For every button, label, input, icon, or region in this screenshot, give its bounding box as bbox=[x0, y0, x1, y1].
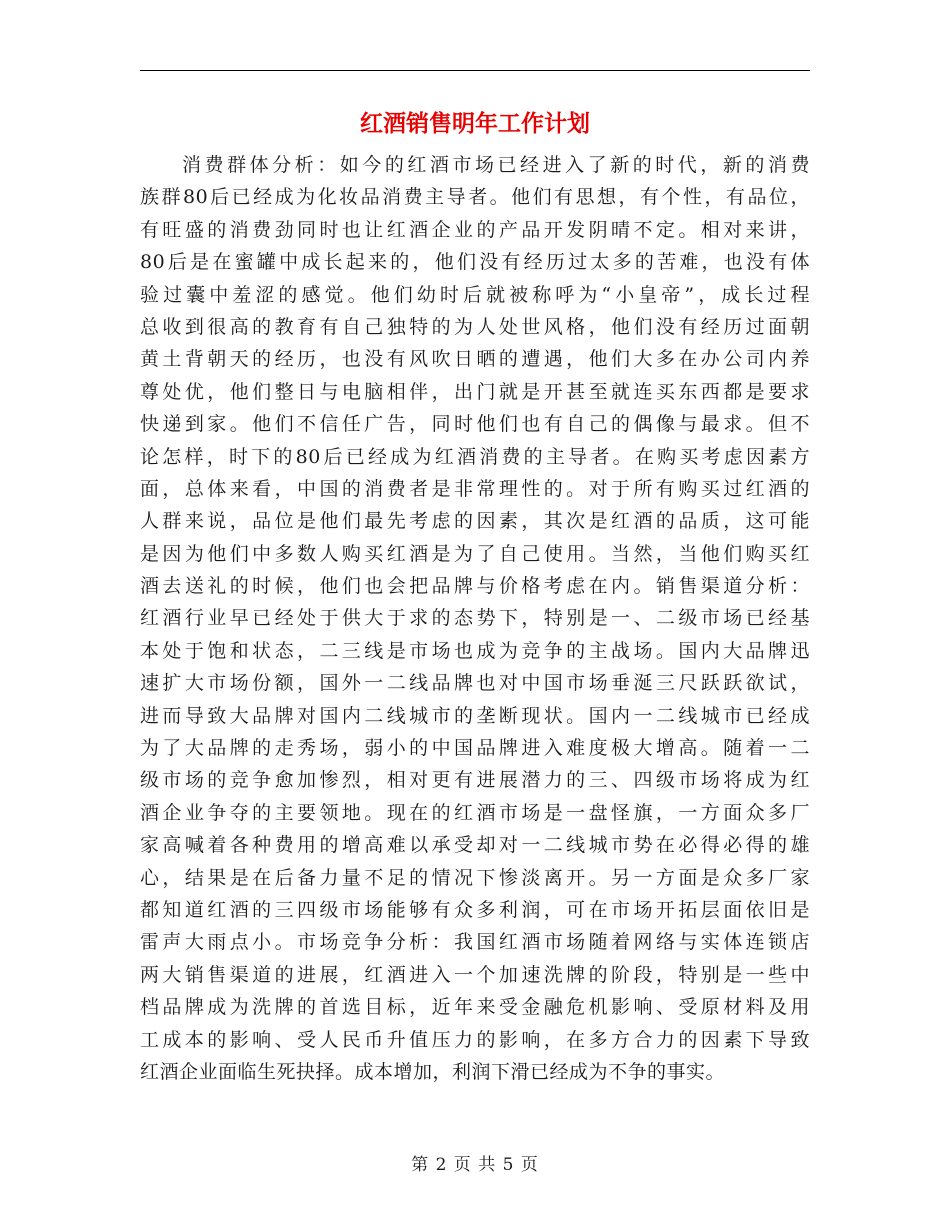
body-line: 家高喊着各种费用的增高难以承受却对一二线城市势在必得必得的雄 bbox=[140, 834, 810, 857]
body-line: 级市场的竞争愈加惨烈，相对更有进展潜力的三、四级市场将成为红 bbox=[140, 769, 810, 792]
body-line: 快递到家。他们不信任广告，同时他们也有自己的偶像与最求。但不 bbox=[140, 413, 810, 436]
body-line: 尊处优，他们整日与电脑相伴，出门就是开甚至就连买东西都是要求 bbox=[140, 380, 810, 403]
body-line: 红酒企业面临生死抉择。成本增加，利润下滑已经成为不争的事实。 bbox=[140, 1060, 726, 1083]
body-line: 为了大品牌的走秀场，弱小的中国品牌进入难度极大增高。随着一二 bbox=[140, 737, 810, 760]
body-line: 档品牌成为洗牌的首选目标，近年来受金融危机影响、受原材料及用 bbox=[140, 996, 810, 1019]
document-title: 红酒销售明年工作计划 bbox=[360, 110, 590, 137]
page-number-footer: 第 2 页 共 5 页 bbox=[411, 1155, 539, 1175]
body-line: 是因为他们中多数人购买红酒是为了自己使用。当然，当他们购买红 bbox=[140, 542, 810, 565]
body-line: 验过囊中羞涩的感觉。他们幼时后就被称呼为“小皇帝”，成长过程 bbox=[140, 283, 810, 306]
body-line: 黄土背朝天的经历，也没有风吹日晒的遭遇，他们大多在办公司内养 bbox=[140, 348, 810, 371]
body-line: 有旺盛的消费劲同时也让红酒企业的产品开发阴晴不定。相对来讲， bbox=[140, 218, 810, 241]
body-line: 心，结果是在后备力量不足的情况下惨淡离开。另一方面是众多厂家 bbox=[140, 866, 810, 889]
body-line: 两大销售渠道的进展，红酒进入一个加速洗牌的阶段，特别是一些中 bbox=[140, 963, 810, 986]
document-body bbox=[140, 149, 810, 1088]
body-line: 80后是在蜜罐中成长起来的，他们没有经历过太多的苦难，也没有体 bbox=[140, 251, 810, 274]
body-line: 论怎样，时下的80后已经成为红酒消费的主导者。在购买考虑因素方 bbox=[140, 445, 810, 468]
body-line: 人群来说，品位是他们最先考虑的因素，其次是红酒的品质，这可能 bbox=[140, 510, 810, 533]
body-line: 总收到很高的教育有自己独特的为人处世风格，他们没有经历过面朝 bbox=[140, 315, 810, 338]
body-line: 工成本的影响、受人民币升值压力的影响，在多方合力的因素下导致 bbox=[140, 1028, 810, 1051]
body-line: 速扩大市场份额，国外一二线品牌也对中国市场垂涎三尺跃跃欲试， bbox=[140, 672, 810, 695]
body-line: 本处于饱和状态，二三线是市场也成为竞争的主战场。国内大品牌迅 bbox=[140, 639, 810, 662]
body-line: 面，总体来看，中国的消费者是非常理性的。对于所有购买过红酒的 bbox=[140, 477, 810, 500]
body-line: 雷声大雨点小。市场竞争分析：我国红酒市场随着网络与实体连锁店 bbox=[140, 931, 810, 954]
body-line: 酒去送礼的时候，他们也会把品牌与价格考虑在内。销售渠道分析： bbox=[140, 575, 810, 598]
body-line: 消费群体分析：如今的红酒市场已经进入了新的时代，新的消费 bbox=[182, 154, 810, 176]
body-line: 族群80后已经成为化妆品消费主导者。他们有思想，有个性，有品位， bbox=[140, 186, 810, 209]
body-line: 红酒行业早已经处于供大于求的态势下，特别是一、二级市场已经基 bbox=[140, 607, 810, 630]
header-rule bbox=[140, 70, 810, 71]
body-line: 酒企业争夺的主要领地。现在的红酒市场是一盘怪旗，一方面众多厂 bbox=[140, 801, 810, 824]
body-line: 都知道红酒的三四级市场能够有众多利润，可在市场开拓层面依旧是 bbox=[140, 898, 810, 921]
body-line: 进而导致大品牌对国内二线城市的垄断现状。国内一二线城市已经成 bbox=[140, 704, 810, 727]
